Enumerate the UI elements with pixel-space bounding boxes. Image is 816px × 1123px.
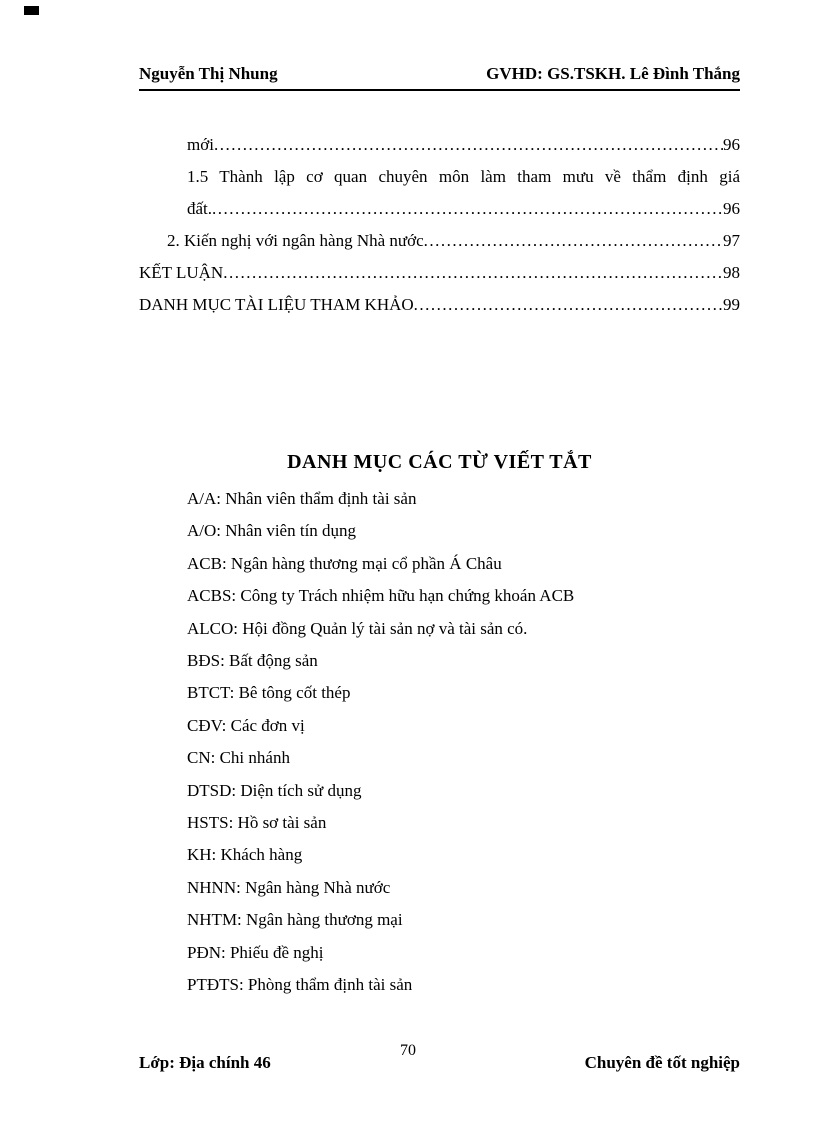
abbreviation-item: CN: Chi nhánh — [187, 748, 290, 768]
abbreviation-item: NHNN: Ngân hàng Nhà nước — [187, 877, 391, 897]
toc-entry-text: mới — [187, 135, 214, 154]
page-content — [139, 0, 740, 1002]
abbreviation-item: A/A: Nhân viên thẩm định tài sản — [187, 489, 417, 508]
toc-entry-text: KẾT LUẬN — [139, 263, 224, 282]
header-author-name: Nguyễn Thị Nhung — [139, 64, 278, 83]
abbreviation-item: A/O: Nhân viên tín dụng — [187, 521, 357, 541]
abbreviation-item: CĐV: Các đơn vị — [187, 715, 305, 735]
toc-leader-dots — [212, 193, 723, 225]
toc-leader-dots — [414, 289, 723, 321]
abbreviation-item: PTĐTS: Phòng thẩm định tài sản — [187, 975, 413, 995]
abbreviation-item: PĐN: Phiếu đề nghị — [187, 942, 324, 962]
toc-page-number: 98 — [723, 263, 740, 282]
scan-artifact — [24, 6, 39, 15]
toc-entry-text: DANH MỤC TÀI LIỆU THAM KHẢO — [139, 295, 414, 314]
header-supervisor: GVHD: GS.TSKH. Lê Đình Thắng — [486, 64, 740, 83]
toc-entry-text: đất. — [187, 199, 213, 218]
toc-entry — [139, 257, 740, 289]
toc-page-number: 96 — [723, 135, 740, 154]
abbreviation-item: BTCT: Bê tông cốt thép — [187, 683, 351, 703]
toc-entry — [139, 193, 740, 225]
toc-page-number: 99 — [723, 295, 740, 314]
abbreviation-item: HSTS: Hồ sơ tài sản — [187, 813, 327, 833]
abbreviation-item: ALCO: Hội đồng Quản lý tài sản nợ và tài sản có. — [187, 618, 528, 638]
table-of-contents — [139, 129, 740, 321]
toc-entry — [139, 129, 740, 161]
toc-entry — [139, 225, 740, 257]
toc-leader-dots — [424, 225, 723, 257]
toc-entry-text: 2. Kiến nghị với ngân hàng Nhà nước — [167, 231, 424, 250]
toc-page-number: 97 — [723, 231, 740, 250]
footer-thesis-label: Chuyên đề tốt nghiệp — [584, 1053, 740, 1072]
abbreviation-item: KH: Khách hàng — [187, 845, 303, 865]
footer-class-label: Lớp: Địa chính 46 — [139, 1053, 271, 1072]
toc-leader-dots — [223, 257, 723, 289]
toc-entry-text: 1.5 Thành lập cơ quan chuyên môn làm tham mưu về thẩm định giá — [187, 167, 740, 186]
toc-entry — [139, 161, 740, 193]
abbreviation-item: NHTM: Ngân hàng thương mại — [187, 910, 403, 930]
abbreviation-item: ACBS: Công ty Trách nhiệm hữu hạn chứng khoán ACB — [187, 586, 575, 606]
abbreviation-list — [139, 483, 740, 1002]
toc-leader-dots — [214, 129, 723, 161]
section-title: DANH MỤC CÁC TỪ VIẾT TẮT — [287, 451, 592, 473]
toc-entry — [139, 289, 740, 321]
page-header — [139, 0, 740, 91]
footer-page-number: 70 — [400, 1042, 416, 1059]
abbreviation-item: DTSD: Diện tích sử dụng — [187, 780, 362, 800]
abbreviation-item: ACB: Ngân hàng thương mại cổ phần Á Châu — [187, 553, 502, 573]
abbreviation-item: BĐS: Bất động sản — [187, 651, 318, 671]
toc-page-number: 96 — [723, 199, 740, 218]
